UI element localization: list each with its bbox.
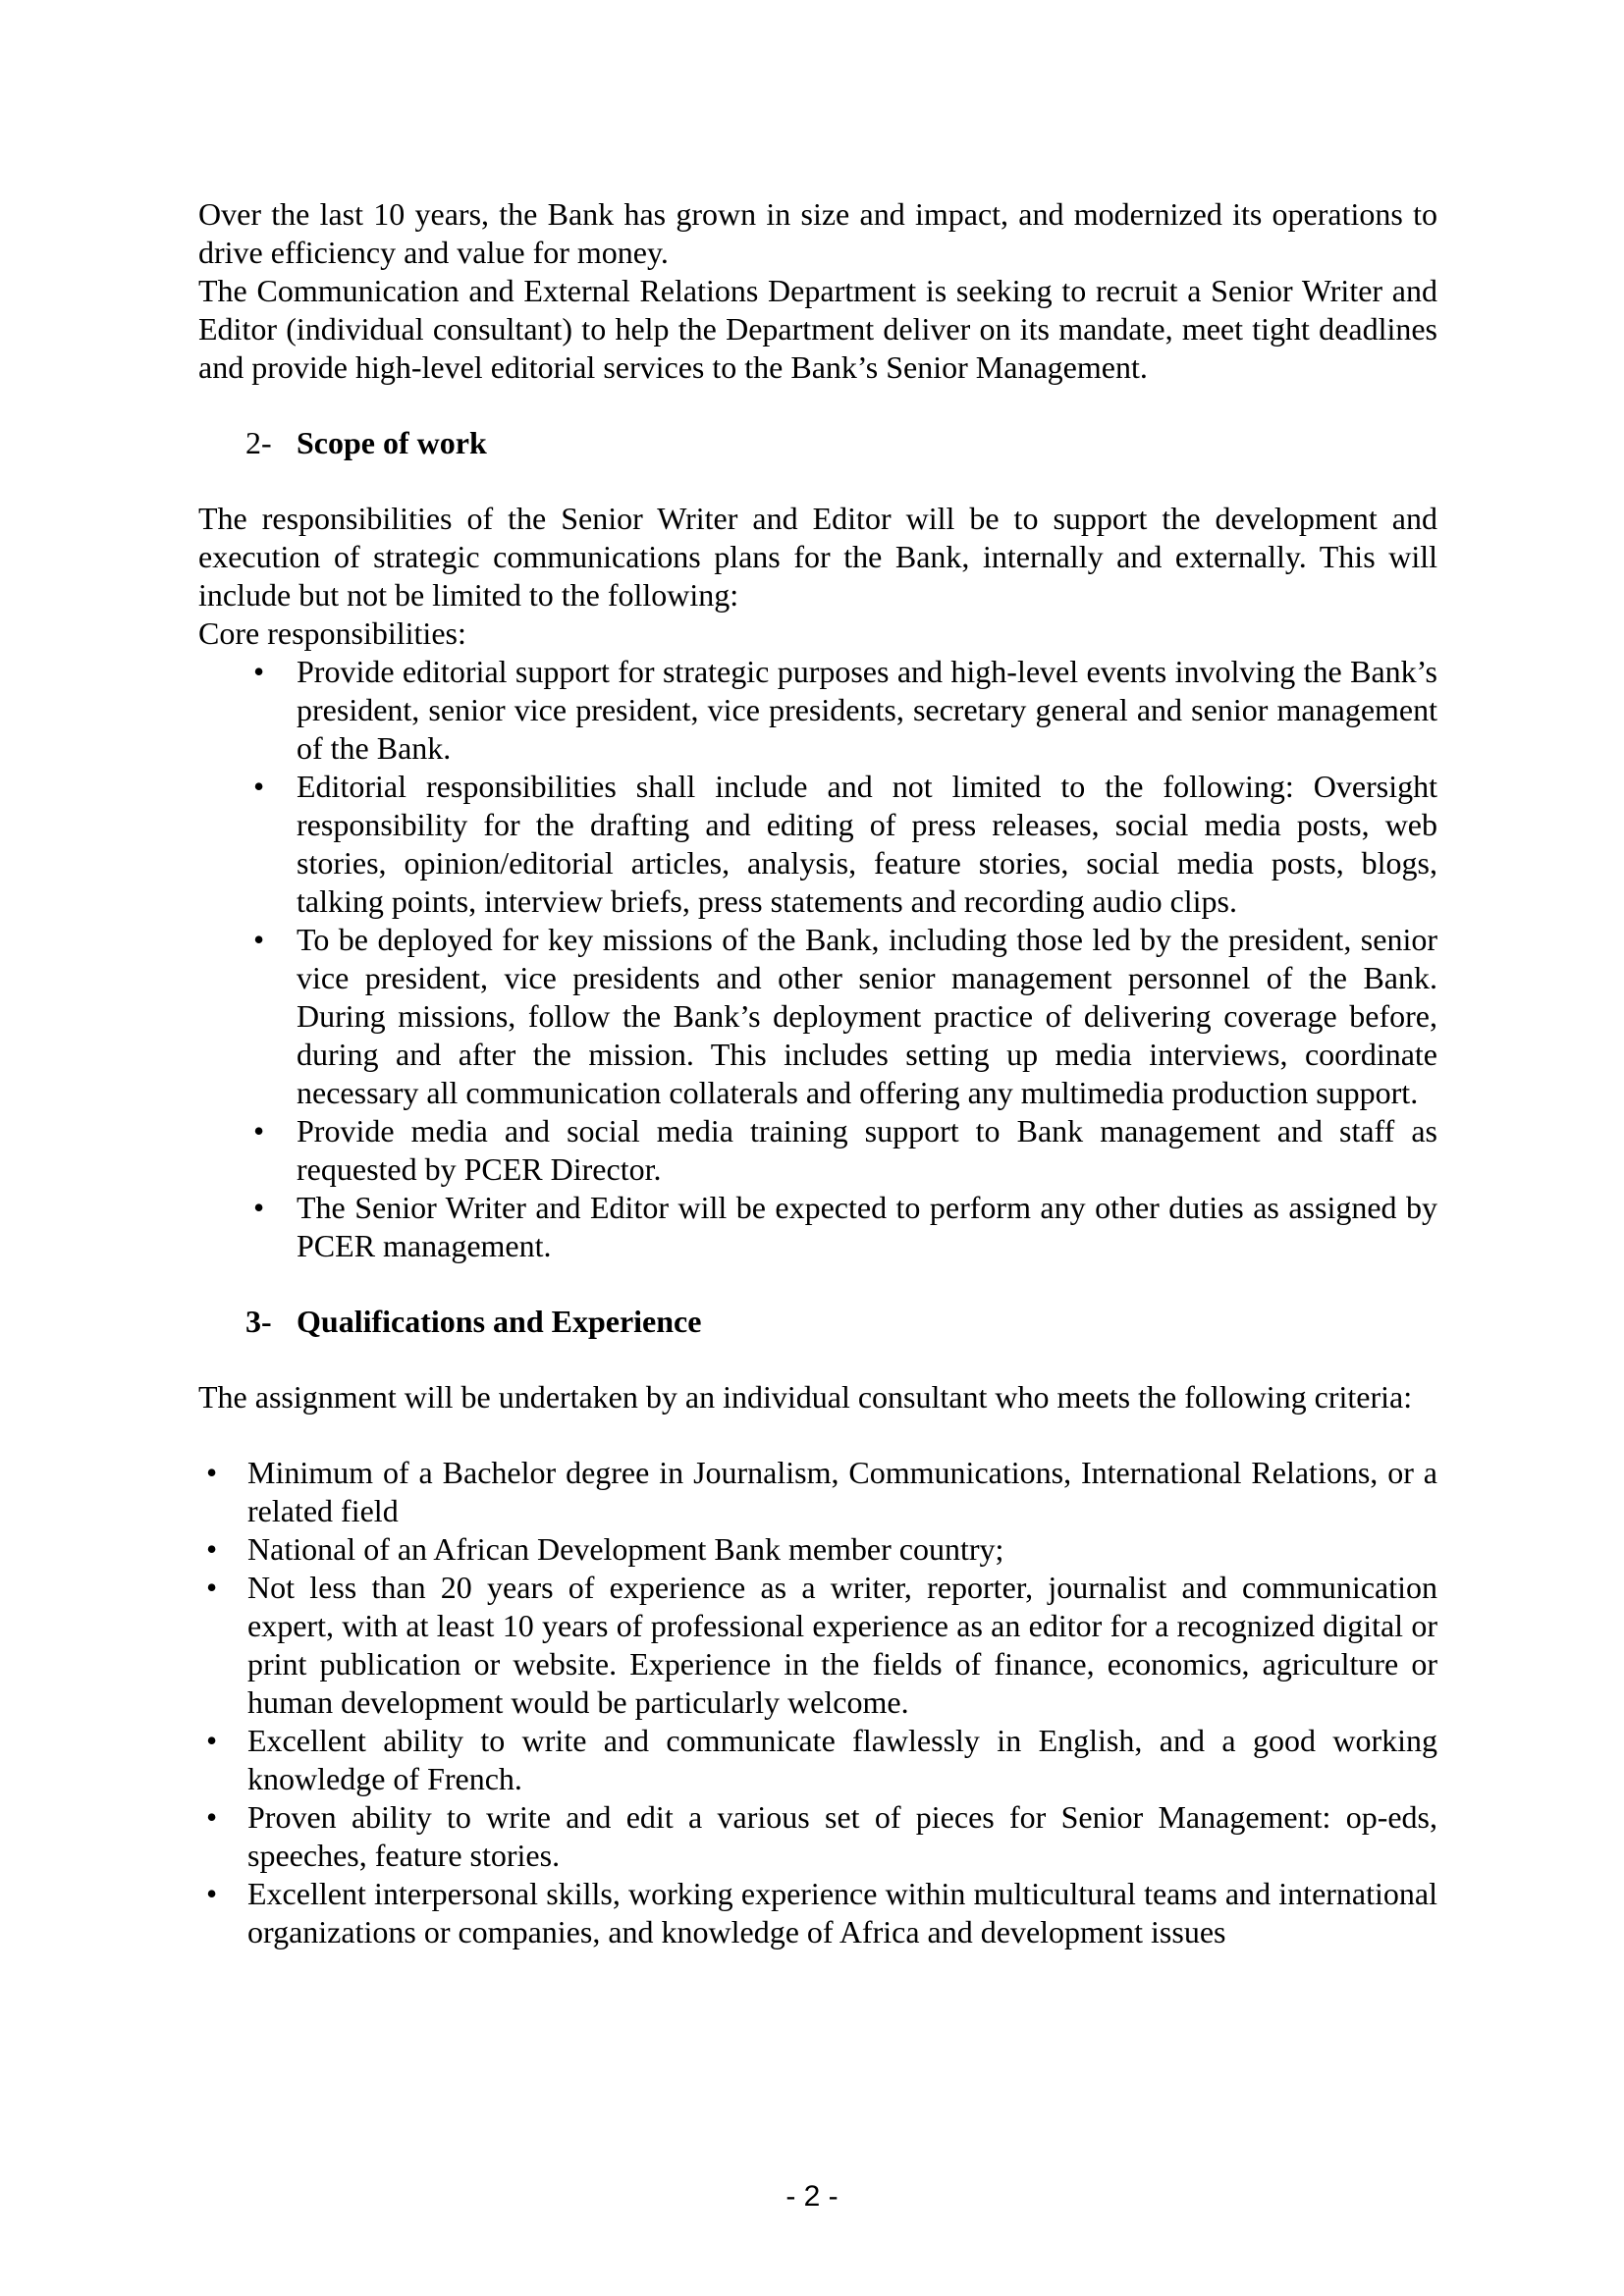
list-item: • National of an African Development Bank member country; [198,1530,1437,1569]
section-2-intro: The responsibilities of the Senior Writer and Editor will be to support the development and execution of strategic communications plans for the Bank, internally and externally. This will include but not be limited to the following: [198,501,1437,613]
core-responsibilities-label: Core responsibilities: [198,615,466,651]
section-3-intro: The assignment will be undertaken by an individual consultant who meets the following criteria: [198,1379,1413,1415]
list-item: • Not less than 20 years of experience as a writer, reporter, journalist and communication expert, with at least 10 years of professional experience as an editor for a recognized digital or print publication or website. Experience in the fields of finance, economics, agriculture or human development would be particularly welcome. [198,1569,1437,1722]
core-responsibilities-list [245,653,1437,1265]
list-item: • Excellent ability to write and communicate flawlessly in English, and a good working knowledge of French. [198,1722,1437,1798]
section-2-title: Scope of work [297,425,487,460]
list-item: • Editorial responsibilities shall include and not limited to the following: Oversight responsibility for the drafting and editing of press releases, social media posts, web stories, opinion/editorial articles, analysis, feature stories, social media posts, blogs, talking points, interview briefs, press statements and recording audio clips. [245,768,1437,921]
section-3-number: 3- [245,1304,272,1339]
qualifications-list [198,1454,1437,1951]
list-item: • Proven ability to write and edit a various set of pieces for Senior Management: op-eds, speeches, feature stories. [198,1798,1437,1875]
intro-paragraph-1: Over the last 10 years, the Bank has grown in size and impact, and modernized its operations to drive efficiency and value for money. [198,196,1437,270]
section-2-heading [245,424,1437,462]
list-item: • To be deployed for key missions of the Bank, including those led by the president, senior vice president, vice presidents and other senior management personnel of the Bank. During missions, follow the Bank’s deployment practice of delivering coverage before, during and after the mission. This includes setting up media interviews, coordinate necessary all communication collaterals and offering any multimedia production support. [245,921,1437,1112]
section-2-number: 2- [245,425,272,460]
section-3-title: Qualifications and Experience [297,1304,702,1339]
list-item: • Provide editorial support for strategic purposes and high-level events involving the Bank’s president, senior vice president, vice presidents, secretary general and senior management of the Bank. [245,653,1437,768]
list-item: • Provide media and social media training support to Bank management and staff as requested by PCER Director. [245,1112,1437,1189]
intro-paragraph-2: The Communication and External Relations Department is seeking to recruit a Senior Writer and Editor (individual consultant) to help the Department deliver on its mandate, meet tight deadlines and provide high-level editorial services to the Bank’s Senior Management. [198,273,1437,385]
list-item: • Minimum of a Bachelor degree in Journalism, Communications, International Relations, or a related field [198,1454,1437,1530]
section-3-heading [245,1303,1437,1341]
list-item: • Excellent interpersonal skills, working experience within multicultural teams and international organizations or companies, and knowledge of Africa and development issues [198,1875,1437,1951]
list-item: • The Senior Writer and Editor will be expected to perform any other duties as assigned by PCER management. [245,1189,1437,1265]
page-content [198,195,1437,1951]
page-number: - 2 - [785,2180,839,2213]
